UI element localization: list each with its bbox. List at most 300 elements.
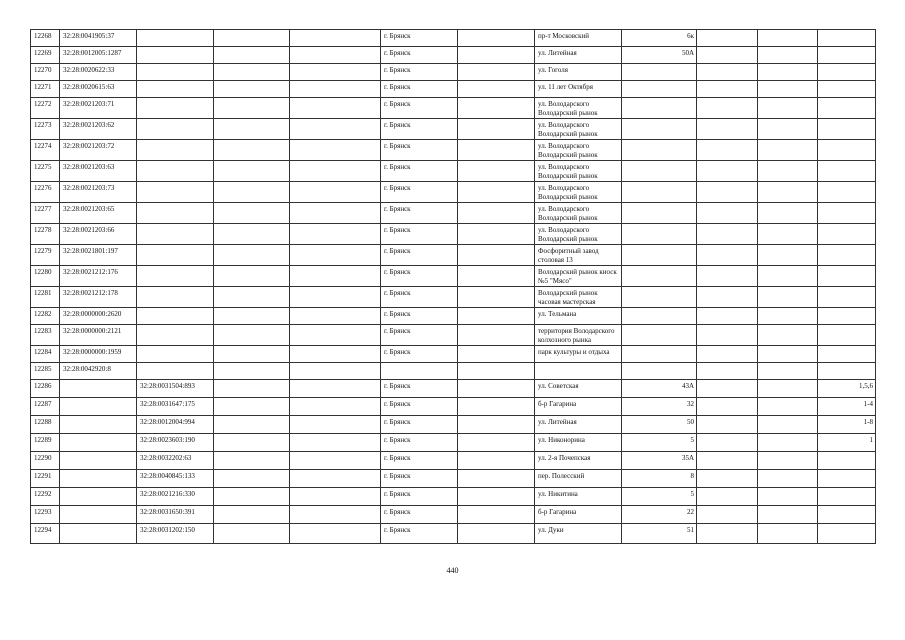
empty-cell: [214, 325, 290, 346]
empty-cell: [458, 325, 535, 346]
house-number-cell: 6к: [622, 30, 697, 47]
row-number-cell: 12271: [31, 81, 60, 98]
empty-cell: [758, 398, 818, 416]
empty-cell: [214, 64, 290, 81]
empty-cell: [214, 398, 290, 416]
building-cadastral-number-cell: [137, 47, 214, 64]
empty-cell: [214, 416, 290, 434]
apartment-cell: [818, 488, 876, 506]
row-number-cell: 12288: [31, 416, 60, 434]
house-number-cell: [622, 245, 697, 266]
table-row: [31, 30, 876, 47]
house-number-cell: [622, 203, 697, 224]
city-cell: г. Брянск: [381, 452, 458, 470]
empty-cell: [697, 81, 758, 98]
building-cadastral-number-cell: [137, 224, 214, 245]
empty-cell: [214, 161, 290, 182]
table-row: [31, 470, 876, 488]
empty-cell: [214, 346, 290, 363]
empty-cell: [697, 452, 758, 470]
empty-cell: [290, 308, 381, 325]
table-row: [31, 119, 876, 140]
cadastral-number-cell: [60, 506, 137, 524]
empty-cell: [290, 346, 381, 363]
street-cell: ул. Володарского Володарский рынок: [535, 224, 622, 245]
cadastral-number-cell: 32:28:0021203:63: [60, 161, 137, 182]
table-row: [31, 363, 876, 380]
city-cell: г. Брянск: [381, 64, 458, 81]
empty-cell: [214, 119, 290, 140]
table-row: [31, 416, 876, 434]
row-number-cell: 12282: [31, 308, 60, 325]
empty-cell: [758, 524, 818, 544]
table-row: [31, 245, 876, 266]
empty-cell: [458, 30, 535, 47]
empty-cell: [290, 81, 381, 98]
empty-cell: [290, 363, 381, 380]
row-number-cell: 12274: [31, 140, 60, 161]
empty-cell: [697, 506, 758, 524]
empty-cell: [758, 506, 818, 524]
empty-cell: [697, 346, 758, 363]
row-number-cell: 12275: [31, 161, 60, 182]
empty-cell: [458, 398, 535, 416]
apartment-cell: [818, 325, 876, 346]
table-row: [31, 506, 876, 524]
street-cell: ул. Литейная: [535, 416, 622, 434]
empty-cell: [214, 203, 290, 224]
empty-cell: [758, 452, 818, 470]
house-number-cell: [622, 98, 697, 119]
empty-cell: [458, 245, 535, 266]
empty-cell: [697, 64, 758, 81]
empty-cell: [458, 416, 535, 434]
empty-cell: [697, 266, 758, 287]
empty-cell: [290, 119, 381, 140]
empty-cell: [290, 161, 381, 182]
street-cell: ул. Володарского Володарский рынок: [535, 98, 622, 119]
empty-cell: [758, 47, 818, 64]
empty-cell: [458, 524, 535, 544]
city-cell: г. Брянск: [381, 47, 458, 64]
empty-cell: [290, 488, 381, 506]
house-number-cell: [622, 224, 697, 245]
table-row: [31, 488, 876, 506]
city-cell: г. Брянск: [381, 380, 458, 398]
row-number-cell: 12272: [31, 98, 60, 119]
cadastral-number-cell: 32:28:0021203:65: [60, 203, 137, 224]
empty-cell: [458, 506, 535, 524]
cadastral-table: [30, 29, 876, 544]
building-cadastral-number-cell: [137, 245, 214, 266]
street-cell: ул. 2-я Почепская: [535, 452, 622, 470]
table-row: [31, 203, 876, 224]
apartment-cell: [818, 524, 876, 544]
empty-cell: [697, 470, 758, 488]
table-row: [31, 140, 876, 161]
table-row: [31, 287, 876, 308]
empty-cell: [758, 470, 818, 488]
empty-cell: [758, 266, 818, 287]
building-cadastral-number-cell: [137, 119, 214, 140]
empty-cell: [458, 203, 535, 224]
street-cell: ул. Дуки: [535, 524, 622, 544]
empty-cell: [214, 308, 290, 325]
empty-cell: [697, 161, 758, 182]
city-cell: г. Брянск: [381, 245, 458, 266]
building-cadastral-number-cell: 32:28:0012004:994: [137, 416, 214, 434]
cadastral-number-cell: 32:28:0021203:66: [60, 224, 137, 245]
empty-cell: [290, 524, 381, 544]
apartment-cell: [818, 182, 876, 203]
city-cell: г. Брянск: [381, 346, 458, 363]
row-number-cell: 12294: [31, 524, 60, 544]
cadastral-number-cell: 32:28:0021212:176: [60, 266, 137, 287]
building-cadastral-number-cell: 32:28:0021216:330: [137, 488, 214, 506]
cadastral-number-cell: 32:28:0021801:197: [60, 245, 137, 266]
empty-cell: [697, 488, 758, 506]
apartment-cell: [818, 140, 876, 161]
cadastral-number-cell: [60, 416, 137, 434]
street-cell: Володарский рынок часовая мастерская: [535, 287, 622, 308]
row-number-cell: 12287: [31, 398, 60, 416]
house-number-cell: 8: [622, 470, 697, 488]
row-number-cell: 12273: [31, 119, 60, 140]
house-number-cell: [622, 119, 697, 140]
street-cell: пр-т Московский: [535, 30, 622, 47]
cadastral-number-cell: 32:28:0021203:71: [60, 98, 137, 119]
apartment-cell: [818, 98, 876, 119]
building-cadastral-number-cell: [137, 64, 214, 81]
house-number-cell: 50: [622, 416, 697, 434]
empty-cell: [290, 47, 381, 64]
city-cell: г. Брянск: [381, 161, 458, 182]
city-cell: г. Брянск: [381, 524, 458, 544]
table-row: [31, 398, 876, 416]
city-cell: г. Брянск: [381, 434, 458, 452]
empty-cell: [290, 287, 381, 308]
empty-cell: [697, 434, 758, 452]
apartment-cell: [818, 363, 876, 380]
building-cadastral-number-cell: [137, 266, 214, 287]
cadastral-number-cell: 32:28:0020622:33: [60, 64, 137, 81]
building-cadastral-number-cell: [137, 182, 214, 203]
city-cell: г. Брянск: [381, 506, 458, 524]
empty-cell: [214, 452, 290, 470]
empty-cell: [758, 140, 818, 161]
house-number-cell: 35А: [622, 452, 697, 470]
empty-cell: [697, 398, 758, 416]
empty-cell: [290, 325, 381, 346]
row-number-cell: 12281: [31, 287, 60, 308]
empty-cell: [290, 203, 381, 224]
house-number-cell: [622, 266, 697, 287]
city-cell: г. Брянск: [381, 287, 458, 308]
street-cell: ул. Володарского Володарский рынок: [535, 119, 622, 140]
table-row: [31, 266, 876, 287]
table-row: [31, 452, 876, 470]
empty-cell: [758, 416, 818, 434]
row-number-cell: 12279: [31, 245, 60, 266]
empty-cell: [758, 346, 818, 363]
table-row: [31, 308, 876, 325]
building-cadastral-number-cell: 32:28:0023603:190: [137, 434, 214, 452]
empty-cell: [214, 434, 290, 452]
empty-cell: [458, 119, 535, 140]
empty-cell: [290, 64, 381, 81]
table-row: [31, 224, 876, 245]
empty-cell: [758, 434, 818, 452]
table-row: [31, 346, 876, 363]
house-number-cell: [622, 308, 697, 325]
empty-cell: [290, 416, 381, 434]
apartment-cell: [818, 470, 876, 488]
city-cell: г. Брянск: [381, 98, 458, 119]
apartment-cell: [818, 266, 876, 287]
apartment-cell: [818, 224, 876, 245]
building-cadastral-number-cell: [137, 203, 214, 224]
street-cell: Фосфоритный завод столовая 13: [535, 245, 622, 266]
city-cell: г. Брянск: [381, 182, 458, 203]
empty-cell: [697, 245, 758, 266]
cadastral-number-cell: [60, 380, 137, 398]
empty-cell: [458, 434, 535, 452]
empty-cell: [290, 245, 381, 266]
cadastral-number-cell: [60, 470, 137, 488]
city-cell: г. Брянск: [381, 325, 458, 346]
house-number-cell: 22: [622, 506, 697, 524]
street-cell: ул. Никонорина: [535, 434, 622, 452]
empty-cell: [697, 224, 758, 245]
empty-cell: [458, 287, 535, 308]
building-cadastral-number-cell: [137, 363, 214, 380]
empty-cell: [214, 380, 290, 398]
empty-cell: [758, 203, 818, 224]
empty-cell: [214, 98, 290, 119]
house-number-cell: [622, 346, 697, 363]
empty-cell: [214, 287, 290, 308]
cadastral-number-cell: 32:28:0020615:63: [60, 81, 137, 98]
empty-cell: [758, 81, 818, 98]
empty-cell: [214, 30, 290, 47]
cadastral-number-cell: [60, 488, 137, 506]
city-cell: [381, 363, 458, 380]
street-cell: Володарский рынок киоск №5 "Мясо": [535, 266, 622, 287]
empty-cell: [697, 203, 758, 224]
apartment-cell: [818, 346, 876, 363]
street-cell: б-р Гагарина: [535, 398, 622, 416]
empty-cell: [758, 380, 818, 398]
building-cadastral-number-cell: [137, 81, 214, 98]
empty-cell: [758, 287, 818, 308]
empty-cell: [758, 308, 818, 325]
street-cell: парк культуры и отдыха: [535, 346, 622, 363]
row-number-cell: 12280: [31, 266, 60, 287]
apartment-cell: [818, 506, 876, 524]
city-cell: г. Брянск: [381, 488, 458, 506]
empty-cell: [214, 470, 290, 488]
cadastral-number-cell: [60, 398, 137, 416]
table-row: [31, 47, 876, 64]
row-number-cell: 12286: [31, 380, 60, 398]
empty-cell: [697, 380, 758, 398]
house-number-cell: 50А: [622, 47, 697, 64]
house-number-cell: 32: [622, 398, 697, 416]
street-cell: ул. Володарского Володарский рынок: [535, 140, 622, 161]
row-number-cell: 12290: [31, 452, 60, 470]
building-cadastral-number-cell: [137, 140, 214, 161]
table-row: [31, 64, 876, 81]
apartment-cell: [818, 47, 876, 64]
house-number-cell: 5: [622, 488, 697, 506]
row-number-cell: 12276: [31, 182, 60, 203]
row-number-cell: 12289: [31, 434, 60, 452]
building-cadastral-number-cell: 32:28:0031202:150: [137, 524, 214, 544]
city-cell: г. Брянск: [381, 81, 458, 98]
empty-cell: [214, 245, 290, 266]
empty-cell: [697, 416, 758, 434]
empty-cell: [214, 363, 290, 380]
row-number-cell: 12292: [31, 488, 60, 506]
empty-cell: [214, 182, 290, 203]
empty-cell: [758, 64, 818, 81]
empty-cell: [290, 98, 381, 119]
cadastral-number-cell: 32:28:0042920:8: [60, 363, 137, 380]
empty-cell: [697, 30, 758, 47]
empty-cell: [697, 363, 758, 380]
row-number-cell: 12285: [31, 363, 60, 380]
empty-cell: [758, 30, 818, 47]
empty-cell: [290, 452, 381, 470]
table-row: [31, 161, 876, 182]
street-cell: пер. Полесский: [535, 470, 622, 488]
building-cadastral-number-cell: [137, 30, 214, 47]
house-number-cell: [622, 81, 697, 98]
empty-cell: [697, 47, 758, 64]
empty-cell: [758, 119, 818, 140]
table-row: [31, 182, 876, 203]
empty-cell: [697, 182, 758, 203]
empty-cell: [458, 380, 535, 398]
house-number-cell: [622, 287, 697, 308]
cadastral-number-cell: 32:28:0012005:1287: [60, 47, 137, 64]
empty-cell: [290, 224, 381, 245]
empty-cell: [214, 224, 290, 245]
street-cell: [535, 363, 622, 380]
table-row: [31, 325, 876, 346]
empty-cell: [758, 161, 818, 182]
cadastral-number-cell: 32:28:0021203:73: [60, 182, 137, 203]
building-cadastral-number-cell: [137, 346, 214, 363]
table-row: [31, 434, 876, 452]
row-number-cell: 12284: [31, 346, 60, 363]
empty-cell: [758, 245, 818, 266]
city-cell: г. Брянск: [381, 30, 458, 47]
city-cell: г. Брянск: [381, 470, 458, 488]
street-cell: ул. Тельмана: [535, 308, 622, 325]
street-cell: территория Володарского колхозного рынка: [535, 325, 622, 346]
cadastral-number-cell: 32:28:0000000:2620: [60, 308, 137, 325]
empty-cell: [697, 140, 758, 161]
house-number-cell: [622, 325, 697, 346]
building-cadastral-number-cell: 32:28:0031647:175: [137, 398, 214, 416]
empty-cell: [697, 524, 758, 544]
empty-cell: [758, 182, 818, 203]
row-number-cell: 12278: [31, 224, 60, 245]
apartment-cell: [818, 287, 876, 308]
empty-cell: [458, 488, 535, 506]
apartment-cell: [818, 308, 876, 325]
empty-cell: [290, 30, 381, 47]
empty-cell: [214, 524, 290, 544]
empty-cell: [458, 140, 535, 161]
empty-cell: [290, 182, 381, 203]
building-cadastral-number-cell: 32:28:0031650:391: [137, 506, 214, 524]
empty-cell: [458, 266, 535, 287]
empty-cell: [290, 470, 381, 488]
apartment-cell: [818, 64, 876, 81]
empty-cell: [290, 398, 381, 416]
city-cell: г. Брянск: [381, 119, 458, 140]
apartment-cell: 1,5,6: [818, 380, 876, 398]
empty-cell: [214, 47, 290, 64]
empty-cell: [697, 287, 758, 308]
empty-cell: [758, 98, 818, 119]
row-number-cell: 12291: [31, 470, 60, 488]
cadastral-number-cell: [60, 524, 137, 544]
apartment-cell: [818, 245, 876, 266]
house-number-cell: 43А: [622, 380, 697, 398]
cadastral-number-cell: 32:28:0000000:2121: [60, 325, 137, 346]
street-cell: ул. Володарского Володарский рынок: [535, 182, 622, 203]
cadastral-number-cell: 32:28:0021203:72: [60, 140, 137, 161]
empty-cell: [214, 488, 290, 506]
empty-cell: [458, 224, 535, 245]
empty-cell: [290, 266, 381, 287]
city-cell: г. Брянск: [381, 398, 458, 416]
row-number-cell: 12270: [31, 64, 60, 81]
cadastral-number-cell: [60, 434, 137, 452]
empty-cell: [458, 346, 535, 363]
street-cell: ул. 11 лет Октября: [535, 81, 622, 98]
apartment-cell: [818, 161, 876, 182]
house-number-cell: [622, 140, 697, 161]
street-cell: ул. Литейная: [535, 47, 622, 64]
empty-cell: [458, 47, 535, 64]
building-cadastral-number-cell: 32:28:0032202:63: [137, 452, 214, 470]
row-number-cell: 12293: [31, 506, 60, 524]
row-number-cell: 12268: [31, 30, 60, 47]
apartment-cell: 1-4: [818, 398, 876, 416]
table-row: [31, 81, 876, 98]
building-cadastral-number-cell: [137, 98, 214, 119]
empty-cell: [458, 98, 535, 119]
empty-cell: [758, 363, 818, 380]
empty-cell: [697, 308, 758, 325]
street-cell: ул. Володарского Володарский рынок: [535, 203, 622, 224]
empty-cell: [458, 182, 535, 203]
apartment-cell: [818, 119, 876, 140]
cadastral-number-cell: [60, 452, 137, 470]
street-cell: ул. Никитина: [535, 488, 622, 506]
empty-cell: [458, 161, 535, 182]
house-number-cell: [622, 182, 697, 203]
empty-cell: [697, 119, 758, 140]
empty-cell: [290, 506, 381, 524]
street-cell: б-р Гагарина: [535, 506, 622, 524]
empty-cell: [458, 363, 535, 380]
apartment-cell: 1-8: [818, 416, 876, 434]
